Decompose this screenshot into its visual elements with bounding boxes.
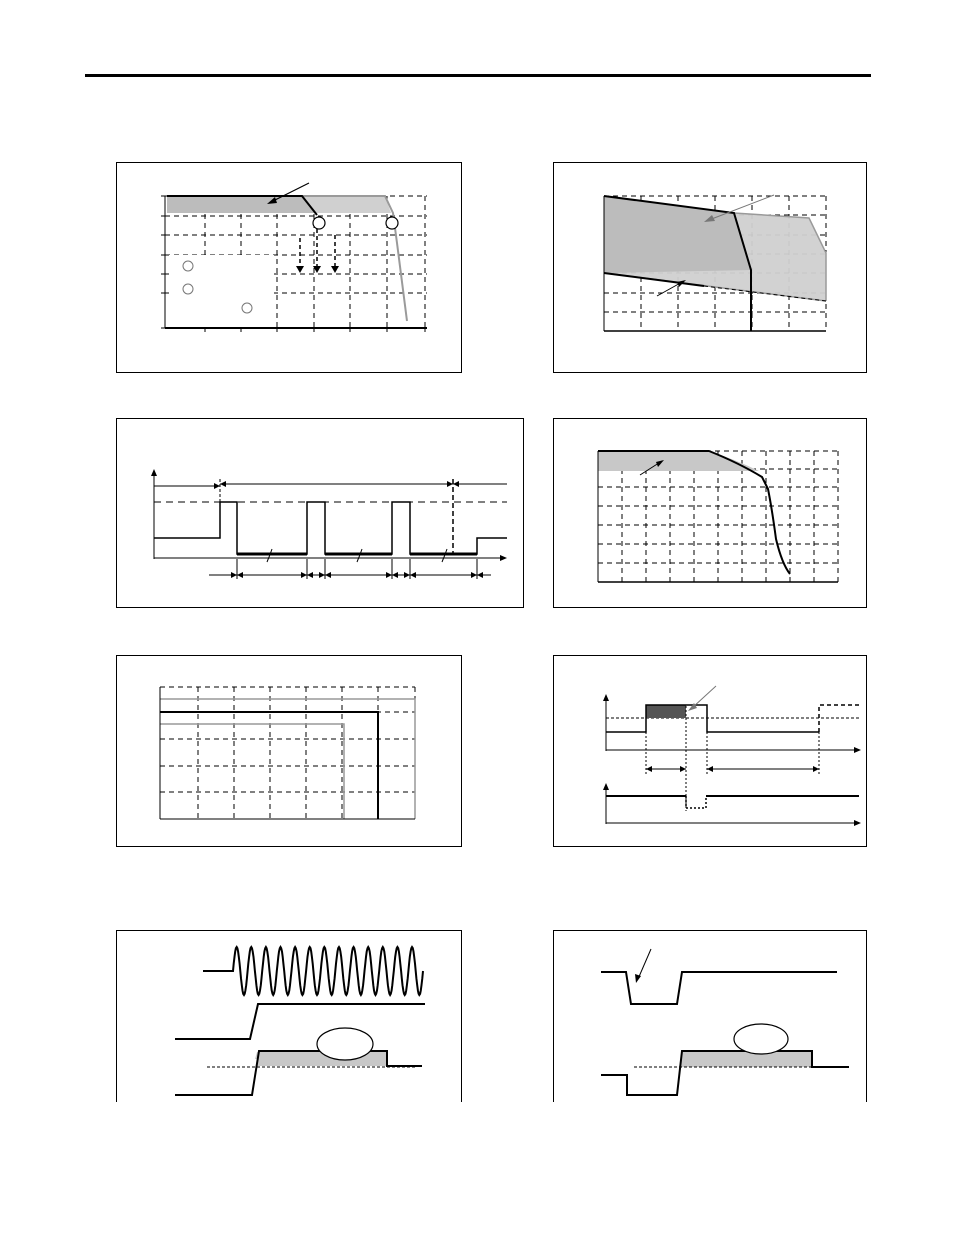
step-levels-diagram: [117, 656, 462, 847]
panel-dip-timing: [553, 930, 867, 1102]
pulse-train-diagram: [117, 419, 524, 608]
panel-pulse-train: [116, 418, 524, 608]
panel-oscillation-timing: [116, 930, 462, 1102]
panel-step-levels: [116, 655, 462, 847]
panel-derating-curve-right: [553, 162, 867, 373]
oscillation-timing-diagram: [117, 931, 462, 1102]
panel-pulse-with-shaded-peak: [553, 655, 867, 847]
sine-burst-trace: [203, 947, 423, 995]
derating-curve-right-diagram: [554, 163, 867, 373]
pulse-shaded-peak-diagram: [554, 656, 867, 847]
dip-timing-diagram: [554, 931, 867, 1102]
derating-curve-steep-diagram: [554, 419, 867, 608]
panel-derating-curve-left: [116, 162, 462, 373]
header-rule: [85, 74, 871, 77]
panel-derating-curve-steep: [553, 418, 867, 608]
derating-curve-left-diagram: [117, 163, 462, 373]
